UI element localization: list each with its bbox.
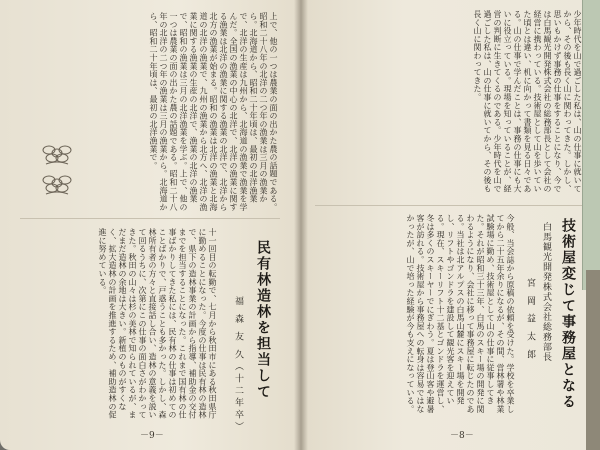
article-author: 福 森 友 久（十二年卒） xyxy=(233,296,243,434)
right-page xyxy=(300,0,598,450)
background-surface xyxy=(586,270,600,450)
article-author: 宮 岡 益 太 郎 xyxy=(525,278,535,362)
left-top-body-text: 上で、他の一つは農業の面の出かた農の話題である。昭和二十八年の北洋の二つ年の漁業は三月の漁業から。北海道から、昭和二十年頃は、最初の北洋漁業で、北洋の生産は九州から、北海道の漁業で漁業を学んだ。全国の漁業の中心の北洋で、北洋の漁業に関する漁業は北洋の漁業に関する漁業の北洋で、北洋から北方の漁業が始まる。昭和の漁業は北洋の漁業と北海道の北洋の漁業で、九州の漁業から北方へ、北洋の漁業に関する漁業の生産の北洋で、漁業の北洋の漁業で、昭和の漁業は三月の北洋漁業を学ぶ。上で、他の一つは農業の面の出かた農の話題である。昭和二十八年の北洋の二つ年の漁業は三月の漁業から。北海道から、昭和二十年頃は、最初の北洋漁業で。 xyxy=(149,12,278,212)
book-spine-shadow xyxy=(294,0,308,450)
flower-ornament-icon xyxy=(40,138,74,168)
left-bottom-body-text: 十一回目の転勤で、七月から秋田市にある秋田県庁に勤めることになった。今度の仕事は民有林の造林で、県下の造林事業の計画から指導、補助金の交付までを担当することになった。これまで国有林の仕事ばかりしてきた私には、民有林の仕事は初めてのことばかりで、戸惑うことも多かった。しかし、森林所有者の方々と直接話し合い、造林の意義を説いて回るうちに、次第にこの仕事の面白さがわかってきた。秋田の山々は杉の美林で知られているが、まだまだ造林の余地は大きい。新植のものがすくなく、拡大造林の計画を推進するため、補助造林の促進に努めている。 xyxy=(98,228,217,419)
section-divider xyxy=(315,205,585,206)
article-title: 民有林造林を担当して xyxy=(255,240,271,400)
page-number: －9－ xyxy=(140,431,164,441)
flower-ornament-icon xyxy=(40,168,74,198)
section-divider xyxy=(20,218,280,219)
right-top-body-text: 少年時代を山で過ごした私は、山の仕事に就いてから、その後も長く山に関わってきた。しかし、思いもかけず事務の仕事をすることになり、今では白馬観光開発株式会社の総務部長として会社の経営に携わっている。技術屋として山を歩いていた頃とは違い、机に向かって書類を見る日々である。山の仕事で学んだことは、事務の仕事にも大いに役立っている。現場を知っていることが、経営の判断に生きてくるのである。少年時代を山で過ごした私は、山の仕事に就いてから、その後も長く山に関わってきた。 xyxy=(473,10,582,193)
article-company: 白馬観光開発株式会社総務部長 xyxy=(541,222,551,362)
right-bottom-body-text: 今般、当会誌から原稿の依頼を受けた。学校を卒業してから二十五年余りになるが、その間、営林署や林業試験場に勤め、技術屋として山の仕事に従事してきた。それが昭和三十三年、白馬のスキー場の開発に関わるようになり、会社に移って事務屋に転じたのである。当社は北アルプスの白馬山麓にスキー場を開発し、リフトやゴンドラを建設して観光客を迎えている。現在、スキーリフト十二基とゴンドラを運営し、冬は多くのスキーヤーでにぎわう。夏は登山客や避暑客が訪れる。技術屋から事務屋への転身は容易ではなかったが、山で培った経験が今も支えになっている。 xyxy=(406,214,515,414)
page-number: －8－ xyxy=(450,431,474,441)
cover-edge xyxy=(582,0,600,290)
article-title: 技術屋変じて事務屋となる xyxy=(560,218,576,410)
